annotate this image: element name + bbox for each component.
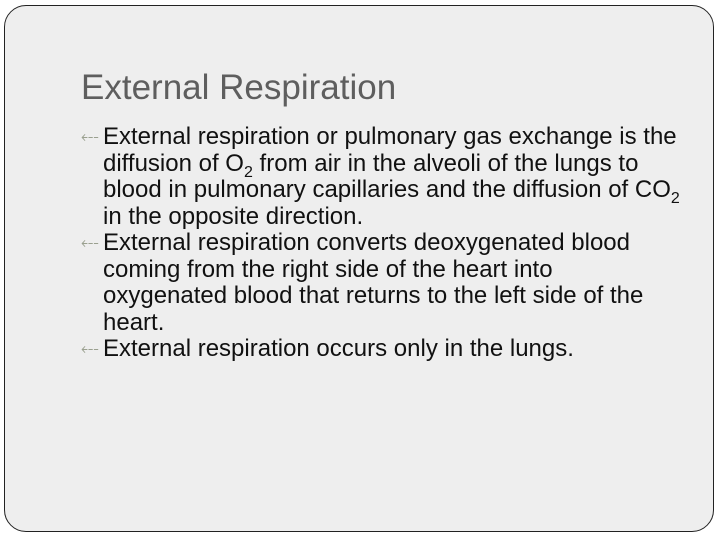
bullet-item (81, 230, 681, 336)
slide-title: External Respiration (81, 68, 397, 107)
curl-bullet-icon: ⤎ (81, 339, 99, 358)
slide (4, 5, 714, 532)
bullet-list (81, 124, 681, 363)
curl-bullet-icon: ⤎ (81, 233, 99, 252)
bullet-text-part: External respiration or pulmonary gas exchange is the diffusion of O (103, 123, 677, 177)
bullet-text: External respiration occurs only in the lungs. (103, 335, 574, 362)
bullet-text: External respiration converts deoxygenated blood coming from the right side of the heart into oxygenated blood that returns to the left side of the heart. (103, 229, 644, 336)
curl-bullet-icon: ⤎ (81, 127, 99, 146)
bullet-text-part: from air in the alveoli of the lungs to blood in pulmonary capillaries and the diffusion of CO (103, 149, 671, 203)
bullet-text (103, 123, 680, 230)
subscript: 2 (670, 190, 680, 207)
bullet-item (81, 336, 681, 363)
bullet-text-part: in the opposite direction. (103, 202, 364, 230)
bullet-item (81, 124, 681, 230)
subscript: 2 (243, 163, 253, 181)
